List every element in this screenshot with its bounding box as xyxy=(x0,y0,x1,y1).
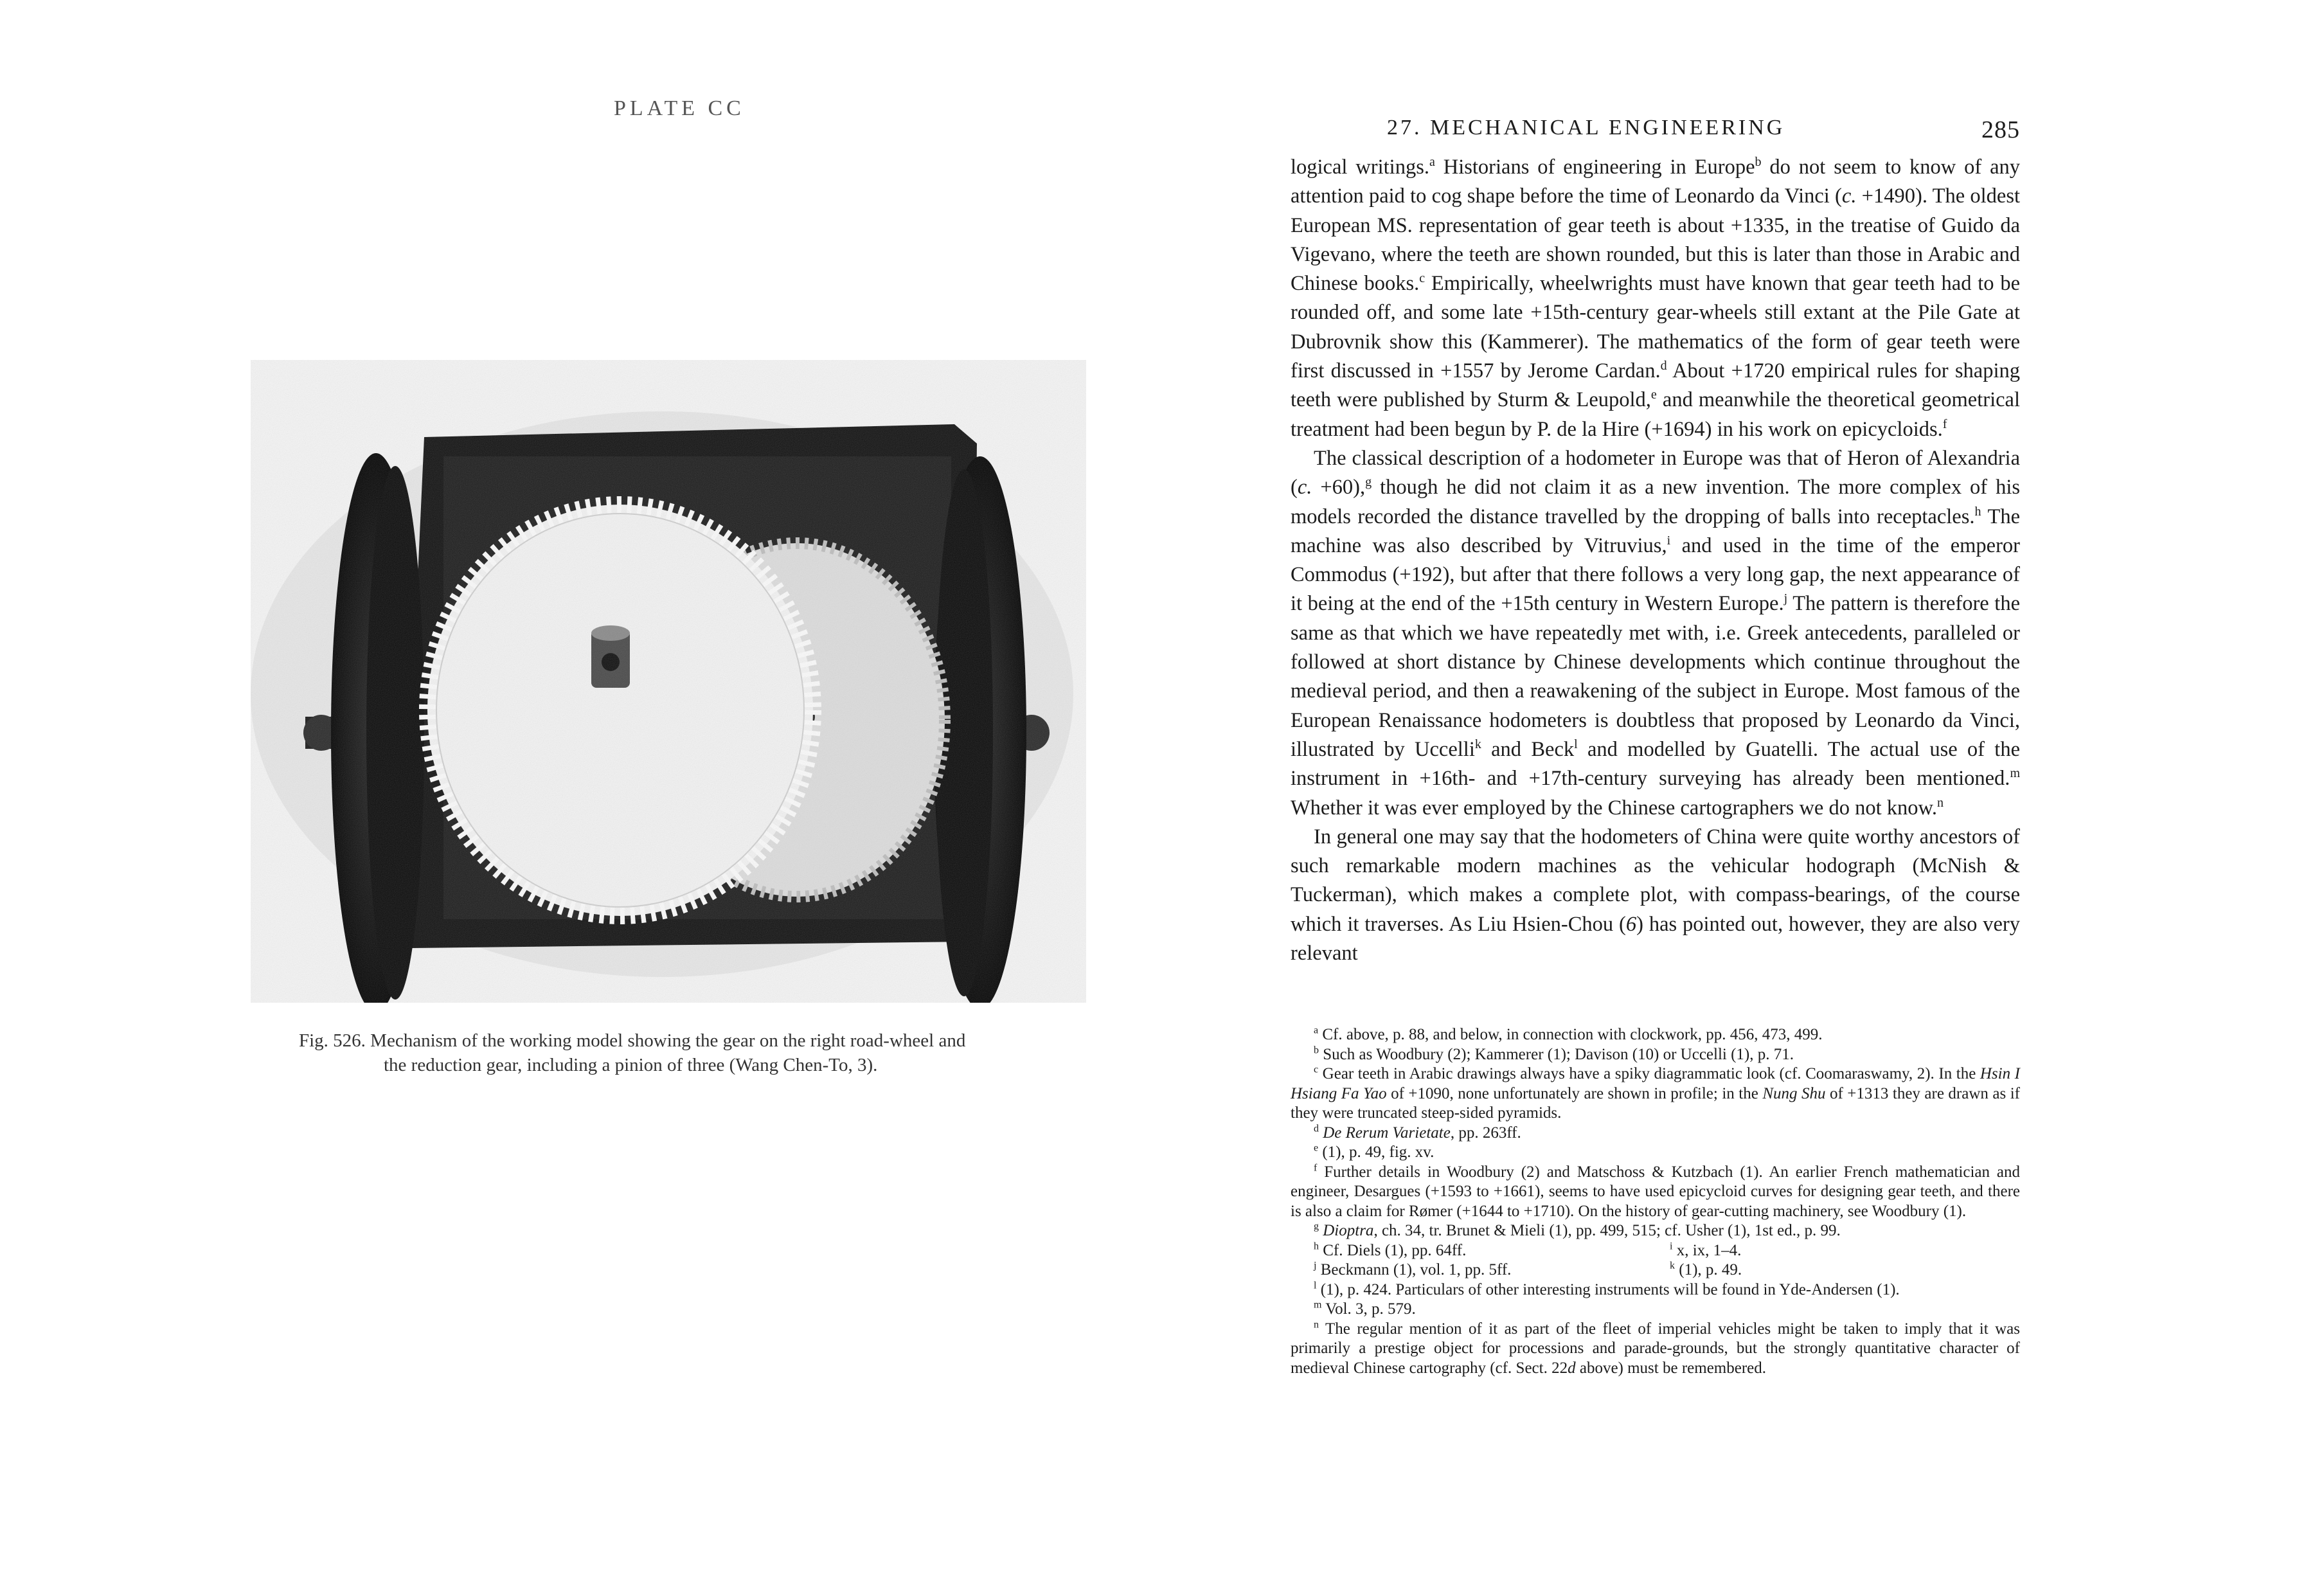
footnote-italic: Nung Shu xyxy=(1762,1084,1826,1102)
figure-photo xyxy=(251,360,1086,1003)
footnote-text: x, ix, 1–4. xyxy=(1676,1241,1742,1259)
footnote-mark: b xyxy=(1314,1045,1319,1056)
paragraph-italic: c. xyxy=(1841,184,1857,208)
footnote xyxy=(1291,1221,2020,1241)
footnote-ref: b xyxy=(1755,155,1762,170)
footnote-ref: k xyxy=(1474,737,1481,752)
footnote-mark: h xyxy=(1314,1241,1319,1252)
paragraph xyxy=(1291,823,2020,968)
footnote xyxy=(1291,1045,2020,1065)
footnote-mark: m xyxy=(1314,1299,1322,1311)
footnote-ref: l xyxy=(1574,737,1578,752)
footnote-mark: d xyxy=(1314,1123,1319,1134)
hodometer-gear-mechanism-photo-icon xyxy=(251,360,1086,1003)
paragraph-text: Whether it was ever employed by the Chinese cartographers we do not know. xyxy=(1291,796,1937,820)
paragraph-text: The pattern is therefore the same as that which we have repeatedly met with, i.e. Greek antecedents, paralleled or followed at short distance by Chinese developments which continue throughout the medieval period, and then a reawakening of the subject in Europe. Most famous of the European Renaissance hodometers is doubtless that proposed by Leonardo da Vinci, illustrated by Uccelli xyxy=(1291,592,2021,761)
footnote-text: (1), p. 49. xyxy=(1679,1261,1742,1278)
paragraph-text: +1490). The oldest European MS. representation of gear teeth is about +1335, in the treatise of Guido da Vigevano, where the teeth are shown rounded, but this is later than those in Arabic and Chinese books. xyxy=(1291,184,2020,296)
footnote-ref: f xyxy=(1942,417,1947,431)
footnote-mark: c xyxy=(1314,1064,1319,1075)
footnote-text: Cf. above, p. 88, and below, in connection with clockwork, pp. 456, 473, 499. xyxy=(1322,1026,1823,1043)
footnote-text: The regular mention of it as part of the fleet of imperial vehicles might be taken to imply that it was primarily a prestige object for processions and parade-grounds, but the strongly quantitative character of medieval Chinese cartography (cf. Sect. 22 xyxy=(1291,1320,2020,1377)
footnote-ref: i xyxy=(1667,533,1671,548)
paragraph-text: logical writings. xyxy=(1291,156,1429,179)
footnote-mark: i xyxy=(1670,1241,1673,1252)
page-number: 285 xyxy=(1981,116,2020,143)
footnote-text: Such as Woodbury (2); Kammerer (1); Davison (10) or Uccelli (1), p. 71. xyxy=(1323,1045,1794,1063)
footnote-text: Beckmann (1), vol. 1, pp. 5ff. xyxy=(1320,1261,1512,1278)
footnote xyxy=(1291,1143,2020,1163)
caption-line-1: Fig. 526. Mechanism of the working model showing the gear on the right road-wheel and xyxy=(299,1030,966,1051)
footnote xyxy=(1291,1280,2020,1300)
footnote-ref: h xyxy=(1974,504,1981,519)
paragraph xyxy=(1291,444,2020,823)
footnote-text: , pp. 263ff. xyxy=(1450,1124,1521,1142)
paragraph-text: do not seem to know of any attention paid to cog shape before the time of Leonardo da Vinci ( xyxy=(1291,156,2021,208)
paragraph-text: Empirically, wheelwrights must have known that gear teeth had to be rounded off, and some late +15th-century gear-wheels still extant at the Pile Gate at Dubrovnik show this (Kammerer). The mathematics of the form of gear teeth were first discussed in +1557 by Jerome Cardan. xyxy=(1291,272,2020,383)
footnote-text: (1), p. 49, fig. xv. xyxy=(1322,1143,1435,1161)
footnote-text: Cf. Diels (1), pp. 64ff. xyxy=(1323,1241,1467,1259)
footnote-ref: j xyxy=(1783,591,1788,606)
paragraph-text: +60), xyxy=(1312,476,1366,499)
footnote xyxy=(1670,1241,2020,1261)
footnote-mark: l xyxy=(1314,1280,1317,1291)
paragraph-text: though he did not claim it as a new invention. The more complex of his models recorded the distance travelled by the dropping of balls into receptacles. xyxy=(1291,476,2021,528)
footnote-ref: c xyxy=(1419,271,1426,286)
footnote-text: above) must be remembered. xyxy=(1575,1359,1767,1377)
footnote xyxy=(1291,1064,2020,1124)
footnote-ref: d xyxy=(1660,359,1667,373)
footnote-italic: Hsin I Hsiang Fa Yao xyxy=(1291,1065,2020,1102)
footnote-text: , ch. 34, tr. Brunet & Mieli (1), pp. 499, 515; cf. Usher (1), 1st ed., p. 99. xyxy=(1373,1222,1841,1239)
paragraph-text: and used in the time of the emperor Commodus (+192), but after that there follows a very long gap, the next appearance of it being at the end of the +15th century in Western Europe. xyxy=(1291,533,2020,616)
footnote-mark: k xyxy=(1670,1260,1675,1271)
footnote xyxy=(1291,1241,1673,1261)
footnote-mark: a xyxy=(1314,1025,1319,1036)
footnote-italic: De Rerum Varietate xyxy=(1323,1124,1451,1142)
right-page xyxy=(1162,0,2324,1587)
paragraph-text: and meanwhile the theoretical geometrical treatment had been begun by P. de la Hire (+1694) in his work on epicycloids. xyxy=(1291,388,2020,441)
footnotes xyxy=(1291,1025,2020,1378)
footnote-row xyxy=(1291,1260,2020,1280)
footnote-italic: d xyxy=(1568,1359,1576,1377)
paragraph-text: and Beck xyxy=(1481,737,1575,761)
footnote-italic: Dioptra xyxy=(1323,1222,1374,1239)
footnote xyxy=(1670,1260,2020,1280)
paragraph-text: ) has pointed out, however, they are also very relevant xyxy=(1291,912,2020,965)
paragraph-text: and modelled by Guatelli. The actual use of the instrument in +16th- and +17th-century surveying has already been mentioned. xyxy=(1291,737,2020,791)
paragraph-text: Historians of engineering in Europe xyxy=(1435,156,1755,179)
footnote xyxy=(1291,1320,2020,1379)
footnote-text: Further details in Woodbury (2) and Matschoss & Kutzbach (1). An earlier French mathematician and engineer, Desargues (+1593 to +1661), seems to have used epicycloid curves for designing gear teeth, and there is also a claim for Rømer (+1644 to +1710). On the history of gear-cutting machinery, see Woodbury (1). xyxy=(1291,1163,2020,1220)
footnote-text: of +1090, none unfortunately are shown in profile; in the xyxy=(1386,1084,1763,1102)
footnote xyxy=(1291,1124,2020,1143)
footnote-row xyxy=(1291,1241,2020,1261)
footnote-text: of +1313 they are drawn as if they were truncated steep-sided pyramids. xyxy=(1291,1084,2020,1122)
footnote-mark: f xyxy=(1314,1162,1318,1174)
footnote xyxy=(1291,1163,2020,1222)
footnote-text: Gear teeth in Arabic drawings always have a spiky diagrammatic look (cf. Coomaraswamy, 2). In the xyxy=(1322,1065,1980,1082)
paragraph xyxy=(1291,153,2020,444)
paragraph-text: The classical description of a hodometer in Europe was that of Heron of Alexandria ( xyxy=(1291,446,2020,499)
paragraph-text: In general one may say that the hodometers of China were quite worthy ancestors of such remarkable modern machines as the vehicular hodograph (McNish & Tuckerman), which makes a complete plot, with compass-bearings, of the course which it traverses. As Liu Hsien-Chou ( xyxy=(1291,825,2020,936)
caption-line-2: the reduction gear, including a pinion of three (Wang Chen-To, 3). xyxy=(384,1055,878,1075)
footnote-ref: e xyxy=(1650,388,1657,402)
footnote-mark: g xyxy=(1314,1221,1319,1232)
footnote-mark: n xyxy=(1314,1319,1319,1331)
paragraph-italic: 6 xyxy=(1625,912,1637,936)
footnote xyxy=(1291,1260,1670,1280)
footnote-ref: m xyxy=(2010,766,2020,781)
footnote-text: (1), p. 424. Particulars of other interesting instruments will be found in Yde-Andersen (1). xyxy=(1320,1280,1900,1298)
footnote-text: Vol. 3, p. 579. xyxy=(1325,1300,1416,1318)
footnote-mark: j xyxy=(1314,1260,1317,1271)
footnote-mark: e xyxy=(1314,1142,1319,1154)
plate-label: PLATE CC xyxy=(614,96,745,120)
body-text xyxy=(1291,153,2020,968)
paragraph-text: The machine was also described by Vitruvius, xyxy=(1291,505,2020,557)
section-title: 27. MECHANICAL ENGINEERING xyxy=(1387,116,1785,139)
paragraph-italic: c. xyxy=(1297,476,1312,499)
footnote-ref: g xyxy=(1365,475,1372,490)
footnote-ref: a xyxy=(1429,155,1435,170)
footnote xyxy=(1291,1300,2020,1320)
footnote-ref: n xyxy=(1936,795,1944,810)
figure-caption xyxy=(299,1028,1080,1077)
paragraph-text: About +1720 empirical rules for shaping teeth were published by Sturm & Leupold, xyxy=(1291,359,2020,412)
footnote xyxy=(1291,1025,2020,1045)
